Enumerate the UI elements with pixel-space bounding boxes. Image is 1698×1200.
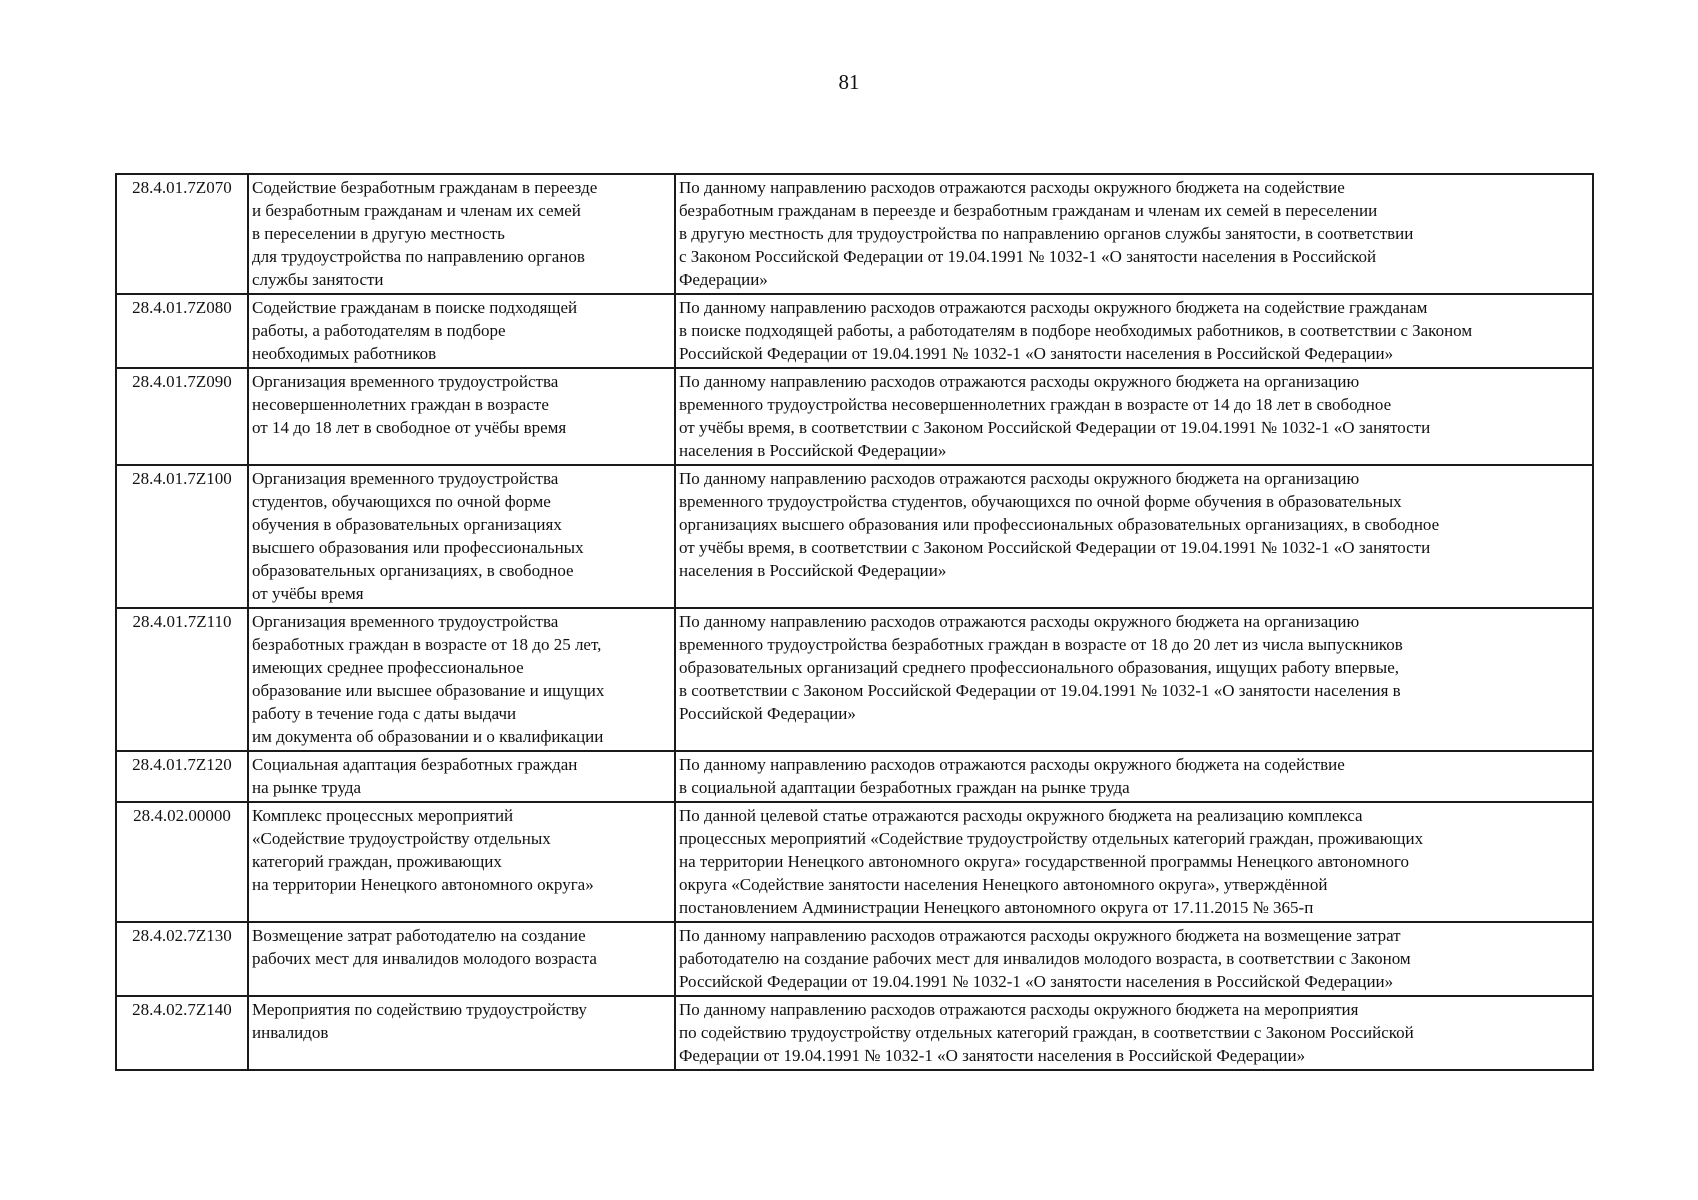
- name-line: образование или высшее образование и ищущих: [252, 681, 605, 700]
- name-cell: [248, 802, 675, 922]
- description-line: безработным гражданам в переезде и безработным гражданам и членам их семей в переселении: [679, 201, 1378, 220]
- name-line: «Содействие трудоустройству отдельных: [252, 829, 551, 848]
- name-line: на рынке труда: [252, 778, 362, 797]
- code-cell: 28.4.02.00000: [116, 802, 248, 922]
- description-line: По данному направлению расходов отражаются расходы окружного бюджета на возмещение затрат: [679, 926, 1401, 945]
- description-line: По данному направлению расходов отражаются расходы окружного бюджета на содействие: [679, 178, 1345, 197]
- description-line: временного трудоустройства несовершеннолетних граждан в возрасте от 14 до 18 лет в свободное: [679, 395, 1392, 414]
- description-line: работодателю на создание рабочих мест для инвалидов молодого возраста, в соответствии с Законом: [679, 949, 1411, 968]
- description-line: Российской Федерации от 19.04.1991 № 1032-1 «О занятости населения в Российской Федерации»: [679, 344, 1394, 363]
- description-line: Федерации»: [679, 270, 768, 289]
- name-cell: [248, 174, 675, 294]
- description-line: Федерации от 19.04.1991 № 1032-1 «О занятости населения в Российской Федерации»: [679, 1046, 1306, 1065]
- name-line: инвалидов: [252, 1023, 329, 1042]
- description-line: временного трудоустройства студентов, обучающихся по очной форме обучения в образовательных: [679, 492, 1402, 511]
- name-line: работы, а работодателям в подборе: [252, 321, 506, 340]
- description-line: По данному направлению расходов отражаются расходы окружного бюджета на содействие: [679, 755, 1345, 774]
- description-line: По данному направлению расходов отражаются расходы окружного бюджета на мероприятия: [679, 1000, 1359, 1019]
- description-cell: [675, 802, 1593, 922]
- name-line: Мероприятия по содействию трудоустройству: [252, 1000, 587, 1019]
- name-cell: [248, 368, 675, 465]
- description-line: Российской Федерации от 19.04.1991 № 1032-1 «О занятости населения в Российской Федерации»: [679, 972, 1394, 991]
- description-line: в социальной адаптации безработных граждан на рынке труда: [679, 778, 1130, 797]
- description-line: населения в Российской Федерации»: [679, 561, 947, 580]
- description-line: в поиске подходящей работы, а работодателям в подборе необходимых работников, в соответствии с Законом: [679, 321, 1473, 340]
- description-line: По данной целевой статье отражаются расходы окружного бюджета на реализацию комплекса: [679, 806, 1363, 825]
- name-line: студентов, обучающихся по очной форме: [252, 492, 551, 511]
- description-cell: [675, 996, 1593, 1070]
- name-line: безработных граждан в возрасте от 18 до 25 лет,: [252, 635, 602, 654]
- name-line: на территории Ненецкого автономного округа»: [252, 875, 594, 894]
- name-line: работу в течение года с даты выдачи: [252, 704, 517, 723]
- table-body: [116, 174, 1593, 1070]
- name-line: Организация временного трудоустройства: [252, 612, 559, 631]
- description-line: По данному направлению расходов отражаются расходы окружного бюджета на организацию: [679, 469, 1360, 488]
- table-row: [116, 174, 1593, 294]
- description-line: По данному направлению расходов отражаются расходы окружного бюджета на организацию: [679, 372, 1360, 391]
- table-row: [116, 368, 1593, 465]
- table-row: [116, 465, 1593, 608]
- name-line: Комплекс процессных мероприятий: [252, 806, 514, 825]
- name-cell: [248, 608, 675, 751]
- name-line: рабочих мест для инвалидов молодого возраста: [252, 949, 597, 968]
- name-cell: [248, 996, 675, 1070]
- table-row: [116, 922, 1593, 996]
- description-line: временного трудоустройства безработных граждан в возрасте от 18 до 20 лет из числа выпускников: [679, 635, 1403, 654]
- description-cell: [675, 294, 1593, 368]
- table-row: [116, 751, 1593, 802]
- description-cell: [675, 465, 1593, 608]
- description-line: По данному направлению расходов отражаются расходы окружного бюджета на содействие гражданам: [679, 298, 1428, 317]
- name-cell: [248, 922, 675, 996]
- code-cell: 28.4.02.7Z130: [116, 922, 248, 996]
- name-line: образовательных организациях, в свободное: [252, 561, 574, 580]
- name-line: Социальная адаптация безработных граждан: [252, 755, 578, 774]
- table-row: [116, 802, 1593, 922]
- description-line: на территории Ненецкого автономного округа» государственной программы Ненецкого автономного: [679, 852, 1409, 871]
- description-line: в другую местность для трудоустройства по направлению органов службы занятости, в соответствии: [679, 224, 1414, 243]
- description-line: постановлением Администрации Ненецкого автономного округа от 17.11.2015 № 365-п: [679, 898, 1314, 917]
- description-line: от учёбы время, в соответствии с Законом Российской Федерации от 19.04.1991 № 1032-1 «О занятости: [679, 418, 1431, 437]
- target-articles-table: [115, 173, 1594, 1071]
- description-line: от учёбы время, в соответствии с Законом Российской Федерации от 19.04.1991 № 1032-1 «О занятости: [679, 538, 1431, 557]
- description-line: Российской Федерации»: [679, 704, 856, 723]
- budget-classification-table: [115, 173, 1592, 1071]
- description-cell: [675, 922, 1593, 996]
- description-cell: [675, 751, 1593, 802]
- description-line: населения в Российской Федерации»: [679, 441, 947, 460]
- name-line: Возмещение затрат работодателю на создание: [252, 926, 586, 945]
- name-cell: [248, 465, 675, 608]
- description-line: образовательных организаций среднего профессионального образования, ищущих работу впервые,: [679, 658, 1400, 677]
- name-line: имеющих среднее профессиональное: [252, 658, 524, 677]
- page-number: 81: [838, 70, 860, 94]
- name-cell: [248, 294, 675, 368]
- name-line: им документа об образовании и о квалификации: [252, 727, 604, 746]
- description-cell: [675, 368, 1593, 465]
- name-line: категорий граждан, проживающих: [252, 852, 502, 871]
- description-line: процессных мероприятий «Содействие трудоустройству отдельных категорий граждан, проживающих: [679, 829, 1424, 848]
- name-line: несовершеннолетних граждан в возрасте: [252, 395, 549, 414]
- code-cell: 28.4.01.7Z070: [116, 174, 248, 294]
- name-line: для трудоустройства по направлению органов: [252, 247, 585, 266]
- name-line: Содействие безработным гражданам в переезде: [252, 178, 598, 197]
- name-line: службы занятости: [252, 270, 384, 289]
- name-line: Содействие гражданам в поиске подходящей: [252, 298, 578, 317]
- name-line: необходимых работников: [252, 344, 437, 363]
- description-line: с Законом Российской Федерации от 19.04.1991 № 1032-1 «О занятости населения в Российской: [679, 247, 1377, 266]
- code-cell: 28.4.01.7Z120: [116, 751, 248, 802]
- name-cell: [248, 751, 675, 802]
- name-line: от 14 до 18 лет в свободное от учёбы время: [252, 418, 567, 437]
- name-line: в переселении в другую местность: [252, 224, 505, 243]
- name-line: от учёбы время: [252, 584, 364, 603]
- name-line: Организация временного трудоустройства: [252, 372, 559, 391]
- table-row: [116, 294, 1593, 368]
- code-cell: 28.4.02.7Z140: [116, 996, 248, 1070]
- name-line: Организация временного трудоустройства: [252, 469, 559, 488]
- code-cell: 28.4.01.7Z110: [116, 608, 248, 751]
- code-cell: 28.4.01.7Z100: [116, 465, 248, 608]
- table-row: [116, 996, 1593, 1070]
- name-line: высшего образования или профессиональных: [252, 538, 584, 557]
- description-cell: [675, 608, 1593, 751]
- table-row: [116, 608, 1593, 751]
- name-line: обучения в образовательных организациях: [252, 515, 562, 534]
- description-line: в соответствии с Законом Российской Федерации от 19.04.1991 № 1032-1 «О занятости населения в: [679, 681, 1401, 700]
- code-cell: 28.4.01.7Z080: [116, 294, 248, 368]
- description-line: по содействию трудоустройству отдельных категорий граждан, в соответствии с Законом Российской: [679, 1023, 1414, 1042]
- description-cell: [675, 174, 1593, 294]
- name-line: и безработным гражданам и членам их семей: [252, 201, 581, 220]
- description-line: округа «Содействие занятости населения Ненецкого автономного округа», утверждённой: [679, 875, 1328, 894]
- description-line: организациях высшего образования или профессиональных образовательных организациях, в свободное: [679, 515, 1440, 534]
- code-cell: 28.4.01.7Z090: [116, 368, 248, 465]
- description-line: По данному направлению расходов отражаются расходы окружного бюджета на организацию: [679, 612, 1360, 631]
